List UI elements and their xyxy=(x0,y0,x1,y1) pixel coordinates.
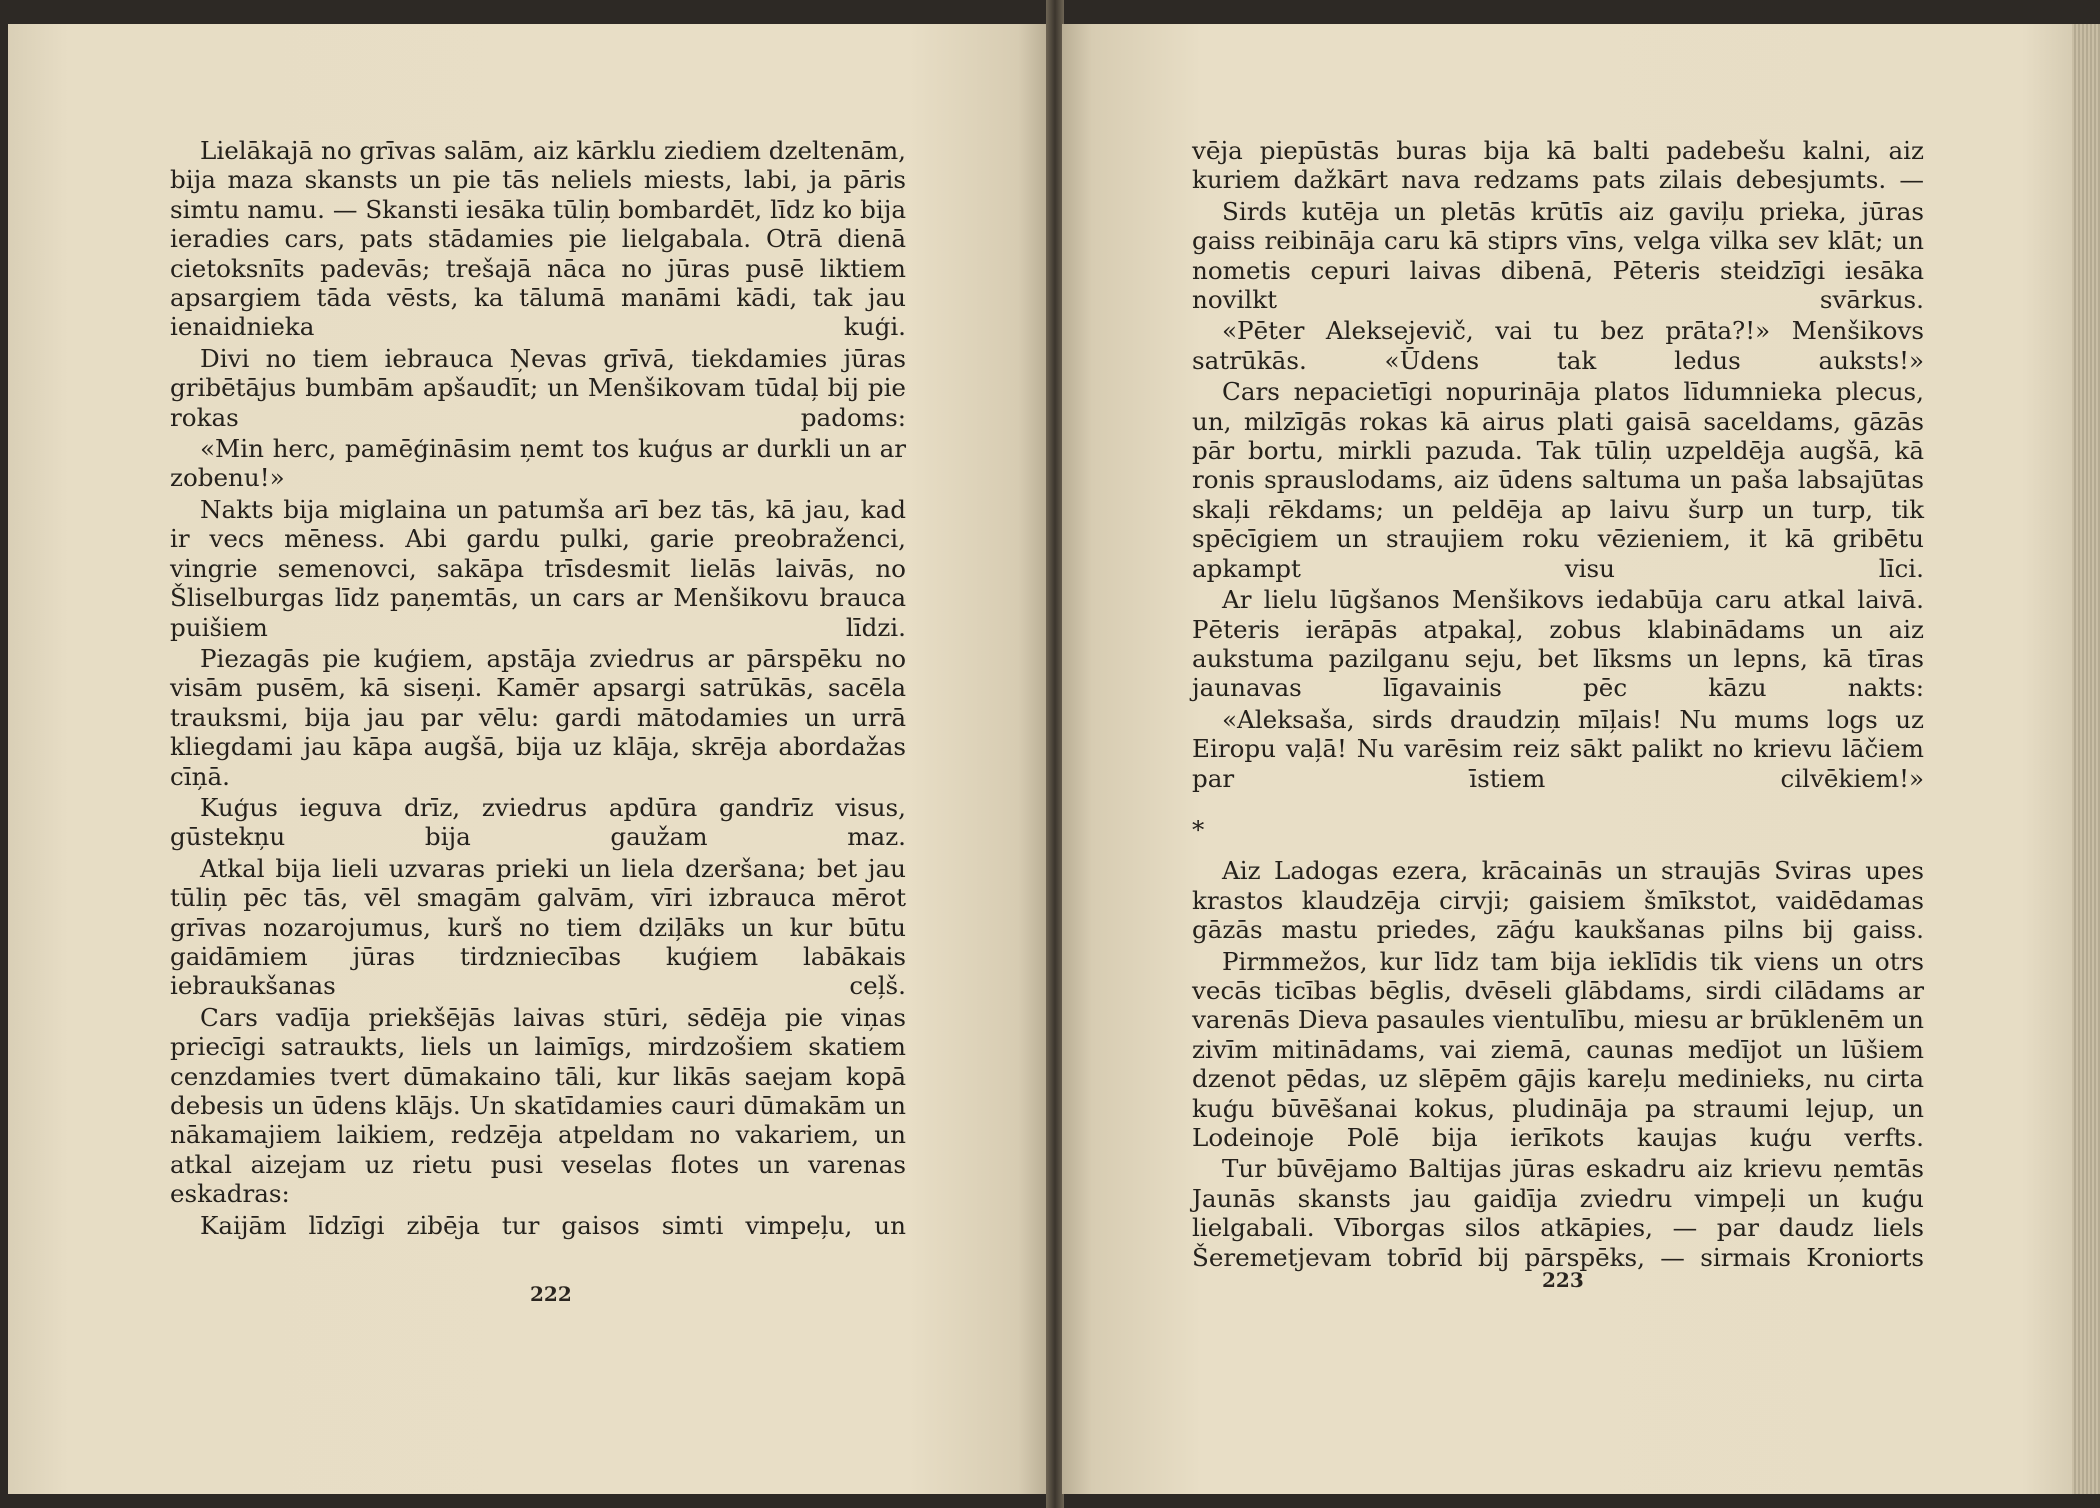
paragraph: Tur būvējamo Baltijas jūras eskadru aiz krievu ņemtās Jaunās skansts jau gaidīja zviedru vimpeļi un kuģu lielgabali. Vīborgas silos atkāpies, — par daudz liels Šeremetjevam tobrīd bij pārspēks, — sirmais Kroniorts xyxy=(1192,1154,1924,1272)
paragraph: «Pēter Aleksejevič, vai tu bez prāta?!» Menšikovs satrūkās. «Ūdens tak ledus auksts!» xyxy=(1192,316,1924,375)
page-number-right: 223 xyxy=(1542,1268,1584,1292)
page-edges xyxy=(2072,24,2100,1494)
paragraph: Sirds kutēja un pletās krūtīs aiz gaviļu prieka, jūras gaiss reibināja caru kā stiprs vīns, velga vilka sev klāt; un nometis cepuri laivas dibenā, Pēteris steidzīgi iesāka novilkt svārkus. xyxy=(1192,196,1924,315)
paragraph: Kuģus ieguva drīz, zviedrus apdūra gandrīz visus, gūstekņu bija gaužam maz. xyxy=(170,792,906,852)
paragraph: Cars vadīja priekšējās laivas stūri, sēdēja pie viņas priecīgi satraukts, liels un laimīgs, mirdzošiem skatiem cenzdamies tvert dūmakaino tāli, kur likās saejam kopā debesis un ūdens klājs. Un skatīdamies cauri dūmakām un nākamajiem laikiem, redzēja atpeldam no vakariem, un atkal aizejam uz rietu pusi veselas flotes un varenas eskadras: xyxy=(170,1002,906,1209)
paragraph: Lielākajā no grīvas salām, aiz kārklu ziediem dzeltenām, bija maza skansts un pie tās neliels miests, labi, ja pāris simtu namu. — Skansti iesāka tūliņ bombardēt, līdz ko bija ieradies cars, pats stādamies pie lielgabala. Otrā dienā cietoksnīts padevās; trešajā nāca no jūras pusē liktiem apsargiem tāda vēsts, ka tālumā manāmi kādi, tak jau ienaidnieka kuģi. xyxy=(170,136,906,342)
paragraph: Kaijām līdzīgi zibēja tur gaisos simti vimpeļu, un xyxy=(200,1210,906,1240)
paragraph: Aiz Ladogas ezera, krācainās un straujās Sviras upes krastos klaudzēja cirvji; gaisiem šmīkstot, vaidēdamas gāzās mastu priedes, zāģu kaukšanas pilns bij gaiss. xyxy=(1192,856,1924,945)
paragraph: Cars nepacietīgi nopurināja platos līdumnieka plecus, un, milzīgās rokas kā airus plati gaisā saceldams, gāzās pār bortu, mirkli pazuda. Tak tūliņ uzpeldēja augšā, kā ronis sprauslodams, aiz ūdens saltuma un paša labsajūtas skaļi rēkdams; un peldēja ap laivu šurp un turp, tik spēcīgiem un straujiem roku vēzieniem, it kā gribētu apkampt visu līci. xyxy=(1192,377,1924,583)
section-separator: * xyxy=(1192,814,1205,844)
paragraph: Piezagās pie kuģiem, apstāja zviedrus ar pārspēku no visām pusēm, kā siseņi. Kamēr apsargi satrūkās, sacēla trauksmi, bija jau par vēlu: gardi mātodamies un urrā kliegdami jau kāpa augšā, bija uz klāja, skrēja abordažas cīņā. xyxy=(170,643,906,791)
page-number-left: 222 xyxy=(530,1282,572,1306)
paragraph: Divi no tiem iebrauca Ņevas grīvā, tiekdamies jūras gribētājus bumbām apšaudīt; un Menšikovam tūdaļ bij pie rokas padoms: xyxy=(170,343,906,432)
paragraph: Nakts bija miglaina un patumša arī bez tās, kā jau, kad ir vecs mēness. Abi gardu pulki, garie preobraženci, vingrie semenovci, sakāpa trīsdesmit lielās laivās, no Šliselburgas līdz paņemtās, un cars ar Menšikovu brauca puišiem līdzi. xyxy=(170,494,906,642)
paragraph: Pirmmežos, kur līdz tam bija ieklīdis tik viens un otrs vecās ticības bēglis, dvēseli glābdams, sirdi cilādams ar varenās Dieva pasaules vientulību, miesu ar brūklenēm un zivīm mitinādams, vai ziemā, caunas medījot un lūšiem dzenot pēdas, uz slēpēm gājis kareļu medinieks, nu cirta kuģu būvēšanai kokus, pludināja pa straumi lejup, un Lodeinoje Polē bija ierīkots kaujas kuģu verfts. xyxy=(1192,946,1924,1152)
right-page-text xyxy=(1192,136,1924,1274)
paragraph: «Aleksaša, sirds draudziņ mīļais! Nu mums logs uz Eiropu vaļā! Nu varēsim reiz sākt palikt no krievu lāčiem par īstiem cilvēkiem!» xyxy=(1192,704,1924,793)
paragraph: vēja piepūstās buras bija kā balti padebešu kalni, aiz kuriem dažkārt nava redzams pats zilais debesjumts. — xyxy=(1192,136,1924,195)
paragraph: «Min herc, pamēģināsim ņemt tos kuģus ar durkli un ar zobenu!» xyxy=(170,434,906,493)
paragraph: Ar lielu lūgšanos Menšikovs iedabūja caru atkal laivā. Pēteris ierāpās atpakaļ, zobus klabinādams un aiz aukstuma pazilganu seju, bet līksms un lepns, kā tīras jaunavas līgavainis pēc kāzu nakts: xyxy=(1192,585,1924,703)
left-page-text xyxy=(170,136,906,1242)
paragraph: Atkal bija lieli uzvaras prieki un liela dzeršana; bet jau tūliņ pēc tās, vēl smagām galvām, vīri izbrauca mērot grīvas nozarojumus, kurš no tiem dziļāks un kur būtu gaidāmiem jūras tirdzniecības kuģiem labākais iebraukšanas ceļš. xyxy=(170,853,906,1001)
